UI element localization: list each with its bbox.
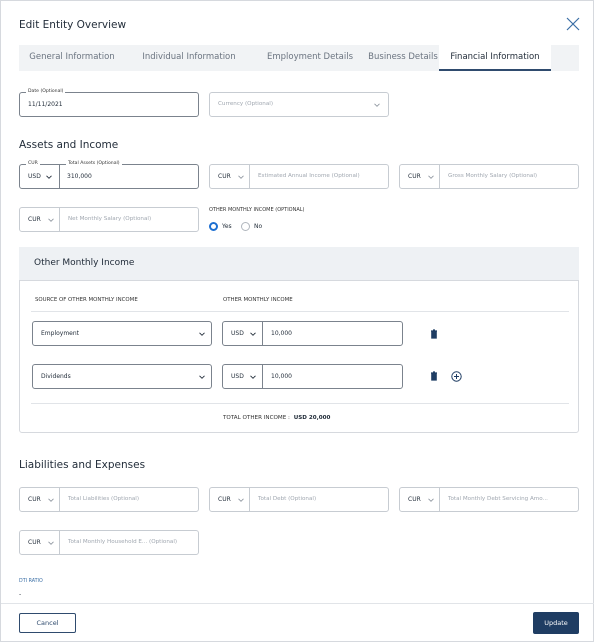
debt-servicing-placeholder: Total Monthly Debt Servicing Amo... [448,496,548,502]
currency-placeholder: CUR [28,539,41,546]
debt-servicing-field[interactable] [399,487,579,512]
col-source-header: SOURCE OF OTHER MONTHLY INCOME [35,297,138,303]
date-value: 11/11/2021 [28,101,63,108]
net-monthly-currency[interactable] [20,208,60,231]
total-other-income-label: TOTAL OTHER INCOME : [223,415,290,421]
date-field[interactable] [19,89,199,117]
currency-placeholder: CUR [218,173,231,180]
tab-employment-details[interactable]: Employment Details [266,52,354,62]
total-assets-field[interactable] [19,161,199,189]
income-source-select[interactable] [32,321,212,346]
annual-income-currency[interactable] [210,165,250,188]
divider [31,403,569,404]
debt-servicing-currency[interactable] [400,488,440,511]
cancel-button[interactable]: Cancel [19,613,76,633]
income-amount-value: 10,000 [271,373,292,380]
currency-placeholder: CUR [408,173,421,180]
annual-income-field[interactable] [209,164,389,189]
income-currency-value: USD [231,330,244,337]
total-assets-label: Total Assets (Optional) [68,161,120,166]
total-debt-placeholder: Total Debt (Optional) [258,496,317,502]
currency-placeholder: CUR [218,496,231,503]
divider [31,311,569,312]
household-expenses-field[interactable] [19,530,199,555]
tab-bar [19,45,579,71]
chevron-down-icon [374,102,380,108]
total-other-income-value: USD 20,000 [293,415,331,421]
total-debt-field[interactable] [209,487,389,512]
income-source-value: Employment [41,330,80,337]
currency-select[interactable] [209,92,389,117]
close-icon[interactable] [564,15,582,33]
radio-yes[interactable] [209,222,218,231]
currency-placeholder: CUR [28,216,41,223]
chevron-down-icon [250,331,256,337]
household-expenses-placeholder: Total Monthly Household E... (Optional) [68,539,178,545]
other-income-panel-header [19,247,579,281]
col-income-header: OTHER MONTHLY INCOME [223,297,293,303]
liabilities-heading: Liabilities and Expenses [19,459,146,471]
radio-no-label: No [254,223,263,230]
household-expenses-currency[interactable] [20,531,60,554]
footer-divider [1,603,594,604]
net-monthly-field[interactable] [19,207,199,232]
assets-heading: Assets and Income [19,139,119,151]
currency-placeholder: Currency (Optional) [218,101,273,107]
income-amount-field[interactable] [222,321,403,346]
gross-monthly-placeholder: Gross Monthly Salary (Optional) [448,173,538,179]
chevron-down-icon [238,497,244,503]
modal-title: Edit Entity Overview [19,19,127,31]
tab-financial-information[interactable]: Financial Information [439,45,551,71]
chevron-down-icon [199,331,205,337]
income-amount-field[interactable] [222,364,403,389]
chevron-down-icon [199,374,205,380]
other-income-heading: Other Monthly Income [34,258,135,268]
dti-ratio-value: - [19,591,22,598]
chevron-down-icon [428,497,434,503]
income-source-value: Dividends [41,373,71,380]
chevron-down-icon [46,174,52,180]
gross-monthly-currency[interactable] [400,165,440,188]
annual-income-placeholder: Estimated Annual Income (Optional) [258,173,360,179]
total-liabilities-currency[interactable] [20,488,60,511]
tab-individual-information[interactable]: Individual Information [142,52,236,62]
tab-general-information[interactable]: General Information [29,52,115,62]
gross-monthly-field[interactable] [399,164,579,189]
trash-icon[interactable] [429,329,439,339]
update-button[interactable]: Update [533,612,579,634]
tab-business-details[interactable]: Business Details [368,52,438,62]
date-label: Date (Optional) [28,89,64,94]
add-circle-icon[interactable] [451,371,462,382]
total-assets-value: 310,000 [67,173,92,180]
other-income-question: OTHER MONTHLY INCOME (OPTIONAL) [209,207,305,213]
radio-no[interactable] [241,222,250,231]
radio-yes-label: Yes [222,223,232,230]
income-source-select[interactable] [32,364,212,389]
total-other-income [223,415,330,421]
income-currency-select[interactable] [223,365,263,388]
income-amount-value: 10,000 [271,330,292,337]
currency-placeholder: CUR [28,496,41,503]
trash-icon[interactable] [429,371,439,381]
chevron-down-icon [48,497,54,503]
chevron-down-icon [428,174,434,180]
cur-label: CUR [28,161,38,166]
chevron-down-icon [250,374,256,380]
chevron-down-icon [48,217,54,223]
chevron-down-icon [238,174,244,180]
chevron-down-icon [48,540,54,546]
currency-placeholder: CUR [408,496,421,503]
net-monthly-placeholder: Net Monthly Salary (Optional) [68,216,152,222]
total-liabilities-placeholder: Total Liabilities (Optional) [68,496,140,502]
dti-ratio-label: DTI RATIO [19,579,43,584]
total-liabilities-field[interactable] [19,487,199,512]
income-currency-value: USD [231,373,244,380]
currency-value: USD [28,173,41,180]
total-assets-currency[interactable] [20,165,60,188]
total-debt-currency[interactable] [210,488,250,511]
income-currency-select[interactable] [223,322,263,345]
